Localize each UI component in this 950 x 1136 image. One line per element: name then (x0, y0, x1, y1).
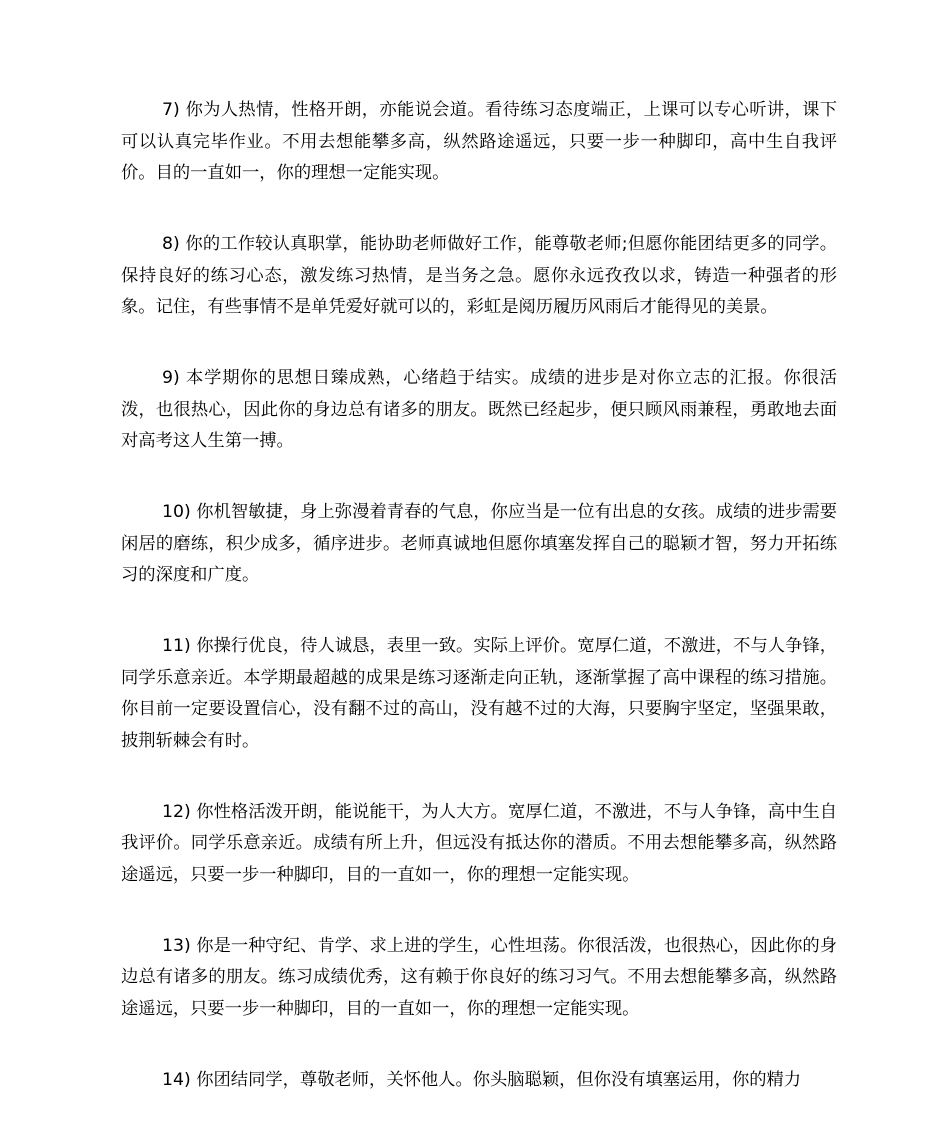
paragraph-13: 13) 你是一种守纪、肯学、求上进的学生，心性坦荡。你很活泼，也很热心，因此你的身边总有诸多的朋友。练习成绩优秀，这有赖于你良好的练习习气。不用去想能攀多高，纵然路途遥远，只要一步一种脚印，目的一直如一，你的理想一定能实现。 (121, 935, 837, 1019)
paragraph-7: 7) 你为人热情，性格开朗，亦能说会道。看待练习态度端正，上课可以专心听讲，课下可以认真完毕作业。不用去想能攀多高，纵然路途遥远，只要一步一种脚印，高中生自我评价。目的一直如一，你的理想一定能实现。 (121, 100, 837, 183)
paragraph-11: 11) 你操行优良，待人诚恳，表里一致。实际上评价。宽厚仁道，不激进，不与人争锋，同学乐意亲近。本学期最超越的成果是练习逐渐走向正轨，逐渐掌握了高中课程的练习措施。你目前一定要设置信心，没有翻不过的高山，没有越不过的大海，只要胸宇坚定，坚强果敢，披荆斩棘会有时。 (121, 636, 837, 751)
paragraph-12: 12) 你性格活泼开朗，能说能干，为人大方。宽厚仁道，不激进，不与人争锋，高中生自我评价。同学乐意亲近。成绩有所上升，但远没有抵达你的潜质。不用去想能攀多高，纵然路途遥远，只要一步一种脚印，目的一直如一，你的理想一定能实现。 (121, 801, 837, 885)
paragraph-8: 8) 你的工作较认真职掌，能协助老师做好工作，能尊敬老师;但愿你能团结更多的同学。保持良好的练习心态，激发练习热情，是当务之急。愿你永远孜孜以求，铸造一种强者的形象。记住，有些事情不是单凭爱好就可以的，彩虹是阅历履历风雨后才能得见的美景。 (121, 234, 837, 317)
paragraph-9: 9) 本学期你的思想日臻成熟，心绪趋于结实。成绩的进步是对你立志的汇报。你很活泼，也很热心，因此你的身边总有诸多的朋友。既然已经起步，便只顾风雨兼程，勇敢地去面对高考这人生第一搏。 (121, 368, 837, 451)
paragraph-10: 10) 你机智敏捷，身上弥漫着青春的气息，你应当是一位有出息的女孩。成绩的进步需要闲居的磨练，积少成多，循序进步。老师真诚地但愿你填塞发挥自己的聪颖才智，努力开拓练习的深度和广度。 (121, 502, 837, 585)
document-page (121, 95, 837, 1136)
paragraph-14: 14) 你团结同学，尊敬老师，关怀他人。你头脑聪颖，但你没有填塞运用，你的精力 (162, 1069, 802, 1090)
